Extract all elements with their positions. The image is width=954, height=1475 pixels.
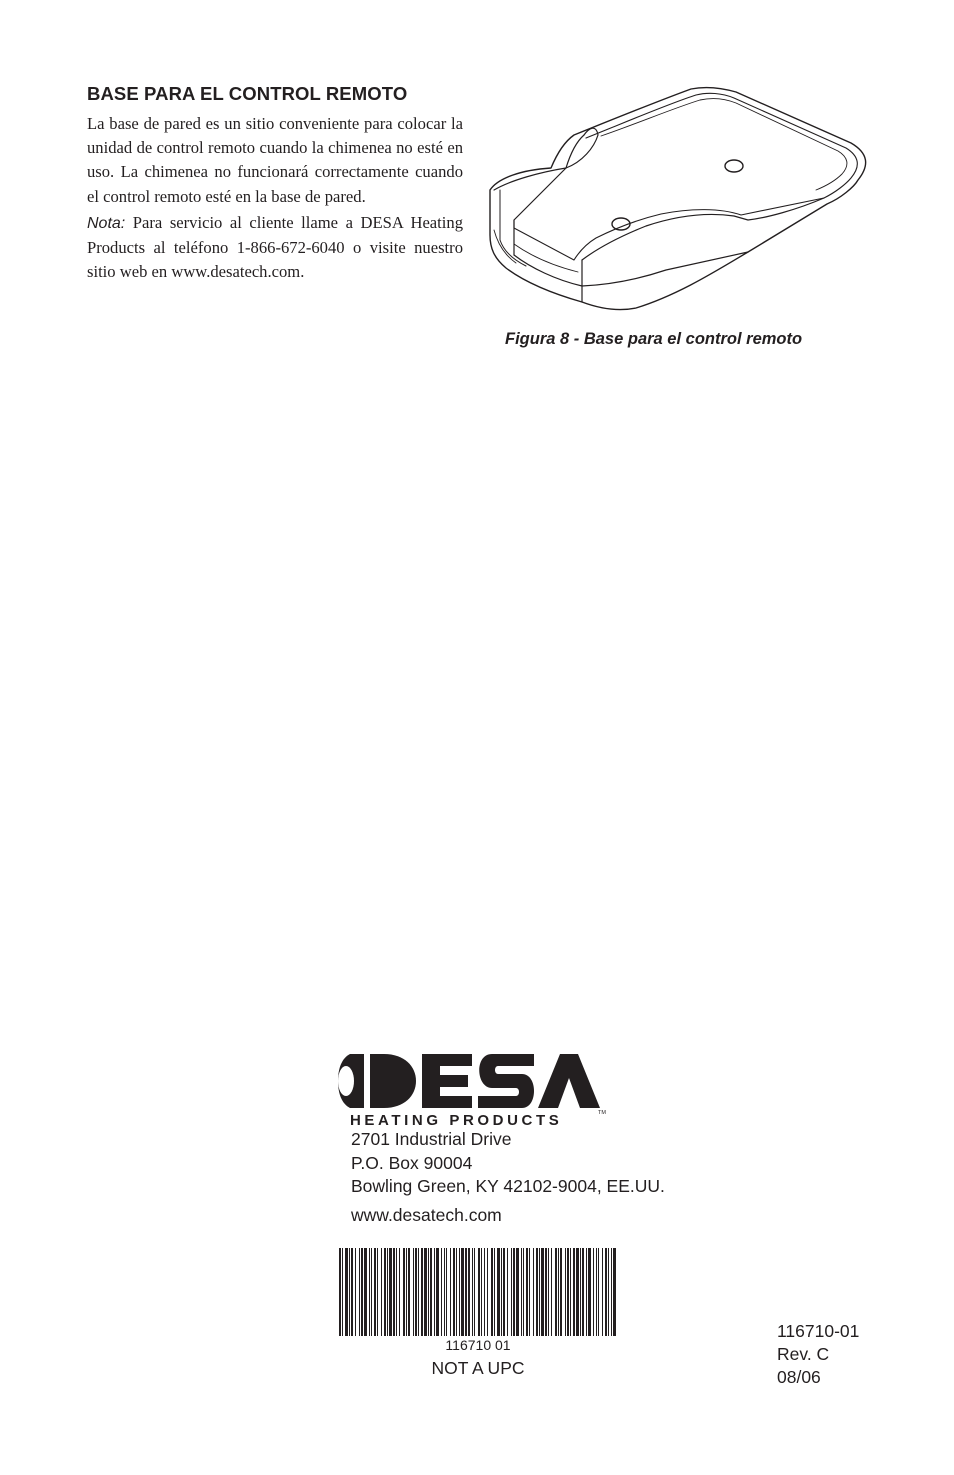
barcode-bar [421,1248,423,1336]
barcode-bar [593,1248,594,1336]
barcode-bar [364,1248,367,1336]
revision-date: 08/06 [777,1367,821,1387]
barcode-bar [393,1248,395,1336]
barcode-bar [529,1248,530,1336]
remote-base-illustration [486,80,870,312]
barcode-bar [545,1248,547,1336]
barcode-bar [605,1248,607,1336]
barcode-bar [359,1248,360,1336]
barcode-bar [446,1248,447,1336]
barcode-bar [513,1248,515,1336]
barcode-bar [342,1248,343,1336]
barcode-bar [558,1248,559,1336]
barcode-bar [459,1248,460,1336]
barcode-bar [453,1248,455,1336]
barcode-bar [560,1248,562,1336]
barcode-bar [418,1248,419,1336]
barcode-bar [434,1248,435,1336]
body-paragraph: La base de pared es un sitio conveniente para colocar la unidad de control remoto cuando la chimenea no esté en uso. La chimenea no funcionará correctamente cuando el control remoto esté en la base de pared. [87,114,463,206]
barcode-bar [430,1248,432,1336]
barcode-bar [474,1248,475,1336]
barcode-bar [396,1248,397,1336]
barcode-bar [403,1248,405,1336]
barcode-bar [381,1248,382,1336]
barcode-bar [481,1248,482,1336]
barcode-bar [444,1248,445,1336]
barcode-bar [450,1248,451,1336]
barcode-bar [608,1248,609,1336]
barcode-bar [478,1248,480,1336]
company-address [351,1128,731,1227]
barcode-bar [582,1248,584,1336]
barcode-bar [539,1248,540,1336]
barcode-bar [576,1248,579,1336]
barcode-bar [580,1248,581,1336]
barcode-bar [436,1248,439,1336]
barcode-bar [526,1248,528,1336]
barcode-bar [406,1248,407,1336]
barcode-number: 116710 01 [445,1337,511,1353]
barcode-bar [371,1248,372,1336]
address-line-pobox: P.O. Box 90004 [351,1152,473,1173]
barcode-bar [461,1248,464,1336]
barcode-bar [533,1248,534,1336]
barcode-bar [503,1248,505,1336]
barcode-bar [415,1248,417,1336]
barcode-bar [596,1248,597,1336]
barcode-bar [424,1248,427,1336]
part-number: 116710-01 [777,1321,860,1341]
barcode-bar [523,1248,524,1336]
barcode-bar [548,1248,549,1336]
barcode-bar [441,1248,442,1336]
barcode-bar [413,1248,414,1336]
barcode [339,1248,617,1336]
barcode-bar [355,1248,356,1336]
barcode-bar [472,1248,473,1336]
desa-logo [334,1048,609,1126]
address-line-street: 2701 Industrial Drive [351,1129,512,1149]
barcode-bar [487,1248,488,1336]
barcode-bar [565,1248,566,1336]
barcode-bar [484,1248,485,1336]
barcode-bar [468,1248,470,1336]
barcode-label: NOT A UPC [431,1358,525,1378]
document-info [777,1320,897,1389]
company-website: www.desatech.com [351,1204,502,1225]
barcode-bar [541,1248,544,1336]
revision: Rev. C [777,1344,830,1364]
barcode-bar [521,1248,522,1336]
barcode-bar [361,1248,363,1336]
barcode-bar [613,1248,616,1336]
note-text: Para servicio al cliente llame a DESA Heating Products al teléfono 1-866-672-6040 o visite nuestro sitio web en www.desatech.com. [87,212,463,282]
barcode-bar [374,1248,376,1336]
barcode-bar [465,1248,467,1336]
barcode-bar [339,1248,341,1336]
barcode-bar [602,1248,603,1336]
barcode-bar [349,1248,350,1336]
barcode-bar [586,1248,587,1336]
barcode-bar [588,1248,591,1336]
barcode-bar [377,1248,378,1336]
barcode-bar [345,1248,348,1336]
barcode-bar [428,1248,429,1336]
barcode-bar [389,1248,392,1336]
figure-caption: Figura 8 - Base para el control remoto [505,330,803,348]
barcode-bar [494,1248,495,1336]
barcode-bar [491,1248,493,1336]
barcode-bar [516,1248,519,1336]
barcode-bar [456,1248,457,1336]
barcode-bar [384,1248,386,1336]
barcode-bar [536,1248,538,1336]
barcode-bar [369,1248,370,1336]
barcode-bar [501,1248,502,1336]
barcode-bar [598,1248,599,1336]
barcode-bar [497,1248,500,1336]
barcode-bar [511,1248,512,1336]
barcode-bar [573,1248,575,1336]
barcode-bar [570,1248,571,1336]
barcode-bar [567,1248,569,1336]
note-label: Nota: [87,214,126,232]
barcode-bar [555,1248,557,1336]
section-body [87,112,463,284]
note-paragraph [87,211,463,285]
barcode-bar [611,1248,612,1336]
barcode-bar [351,1248,353,1336]
barcode-bar [507,1248,508,1336]
barcode-bar [399,1248,400,1336]
barcode-bar [551,1248,552,1336]
address-line-city: Bowling Green, KY 42102-9004, EE.UU. [351,1176,665,1196]
barcode-bar [387,1248,388,1336]
logo-tagline: HEATING PRODUCTS [350,1112,563,1126]
section-heading: BASE PARA EL CONTROL REMOTO [87,83,408,104]
logo-tm: TM [598,1110,606,1116]
barcode-bar [408,1248,410,1336]
